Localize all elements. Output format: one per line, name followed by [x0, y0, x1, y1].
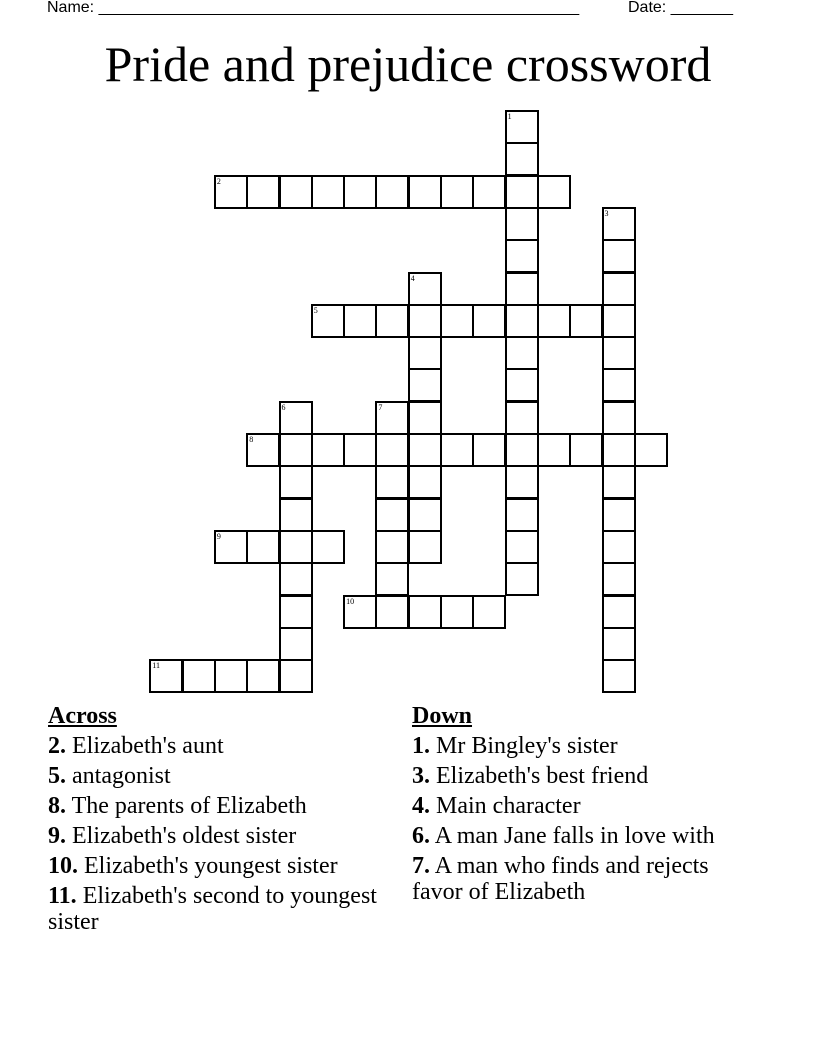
crossword-cell[interactable]	[246, 659, 280, 693]
clue-number: 4.	[412, 793, 430, 819]
crossword-cell[interactable]	[505, 272, 539, 306]
clue-text: Main character	[436, 793, 581, 819]
crossword-cell[interactable]	[343, 304, 377, 338]
crossword-cell[interactable]	[602, 207, 636, 241]
crossword-cell[interactable]	[311, 304, 345, 338]
crossword-cell[interactable]	[279, 401, 313, 435]
clue-number: 10.	[48, 853, 78, 879]
crossword-cell[interactable]	[375, 465, 409, 499]
crossword-cell[interactable]	[246, 433, 280, 467]
crossword-cell[interactable]	[634, 433, 668, 467]
crossword-cell[interactable]	[279, 627, 313, 661]
crossword-cell[interactable]	[505, 175, 539, 209]
clue-text: Mr Bingley's sister	[436, 733, 618, 759]
clue-number-label: 7	[378, 402, 383, 412]
clue-number-label: 10	[346, 596, 355, 606]
crossword-cell[interactable]	[472, 175, 506, 209]
clue-text: Elizabeth's best friend	[436, 763, 649, 789]
clue-text: Elizabeth's oldest sister	[72, 823, 297, 849]
date-line[interactable]: Date: _______	[628, 0, 733, 16]
crossword-cell[interactable]	[149, 659, 183, 693]
crossword-cell[interactable]	[408, 595, 442, 629]
clue-across-2	[48, 733, 393, 759]
crossword-cell[interactable]	[408, 530, 442, 564]
crossword-cell[interactable]	[279, 433, 313, 467]
crossword-cell[interactable]	[602, 498, 636, 532]
crossword-cell[interactable]	[279, 465, 313, 499]
crossword-cell[interactable]	[602, 530, 636, 564]
crossword-cell[interactable]	[440, 304, 474, 338]
crossword-cell[interactable]	[505, 530, 539, 564]
clue-text: A man who finds and rejects favor of Elizabeth	[412, 853, 709, 905]
crossword-cell[interactable]	[537, 433, 571, 467]
clue-number-label: 3	[604, 208, 609, 218]
crossword-cell[interactable]	[214, 175, 248, 209]
clue-number-label: 2	[216, 176, 221, 186]
crossword-cell[interactable]	[375, 530, 409, 564]
crossword-cell[interactable]	[343, 175, 377, 209]
clue-number: 1.	[412, 733, 430, 759]
crossword-cell[interactable]	[279, 595, 313, 629]
crossword-cell[interactable]	[375, 175, 409, 209]
crossword-cell[interactable]	[569, 304, 603, 338]
clue-down-7	[412, 853, 752, 905]
crossword-cell[interactable]	[569, 433, 603, 467]
crossword-cell[interactable]	[602, 659, 636, 693]
clue-text: The parents of Elizabeth	[71, 793, 307, 819]
crossword-cell[interactable]	[440, 175, 474, 209]
clue-number-label: 5	[313, 305, 318, 315]
crossword-cell[interactable]	[408, 336, 442, 370]
clue-number: 6.	[412, 823, 430, 849]
clue-text: Elizabeth's second to youngest sister	[48, 883, 377, 935]
crossword-cell[interactable]	[602, 595, 636, 629]
crossword-cell[interactable]	[602, 336, 636, 370]
clue-number-label: 1	[507, 112, 512, 121]
crossword-cell[interactable]	[375, 401, 409, 435]
crossword-cell[interactable]	[505, 142, 539, 176]
crossword-cell[interactable]	[505, 304, 539, 338]
clue-number: 5.	[48, 763, 66, 789]
crossword-cell[interactable]	[505, 239, 539, 273]
crossword-cell[interactable]	[440, 595, 474, 629]
crossword-cell[interactable]	[279, 498, 313, 532]
clue-across-8	[48, 793, 393, 819]
clue-across-9	[48, 823, 393, 849]
across-heading: Across	[48, 703, 117, 729]
clue-text: Elizabeth's youngest sister	[84, 853, 338, 879]
clue-number: 7.	[412, 853, 430, 879]
crossword-cell[interactable]	[505, 336, 539, 370]
crossword-cell[interactable]	[602, 272, 636, 306]
crossword-cell[interactable]	[505, 562, 539, 596]
page-title: Pride and prejudice crossword	[104, 36, 712, 92]
crossword-cell[interactable]	[537, 175, 571, 209]
crossword-cell[interactable]	[311, 175, 345, 209]
crossword-cell[interactable]	[408, 433, 442, 467]
clue-number: 2.	[48, 733, 66, 759]
clue-text: A man Jane falls in love with	[434, 823, 715, 849]
crossword-cell[interactable]	[182, 659, 216, 693]
crossword-cell[interactable]	[279, 659, 313, 693]
crossword-cell[interactable]	[375, 304, 409, 338]
crossword-cell[interactable]	[214, 530, 248, 564]
crossword-cell[interactable]	[408, 368, 442, 402]
crossword-cell[interactable]	[246, 530, 280, 564]
crossword-cell[interactable]	[602, 401, 636, 435]
clue-down-3	[412, 763, 752, 789]
clue-number-label: 9	[216, 531, 221, 541]
crossword-cell[interactable]	[408, 401, 442, 435]
clue-down-6	[412, 823, 752, 849]
crossword-cell[interactable]	[602, 465, 636, 499]
crossword-cell[interactable]	[505, 401, 539, 435]
clue-text: antagonist	[72, 763, 171, 789]
clue-number-label: 6	[281, 402, 286, 412]
clue-down-4	[412, 793, 752, 819]
crossword-cell[interactable]	[246, 175, 280, 209]
crossword-cell[interactable]	[311, 530, 345, 564]
crossword-cell[interactable]	[375, 498, 409, 532]
clue-text: Elizabeth's aunt	[72, 733, 224, 759]
crossword-cell[interactable]	[375, 562, 409, 596]
clue-across-5	[48, 763, 393, 789]
crossword-cell[interactable]	[472, 433, 506, 467]
crossword-cell[interactable]	[343, 433, 377, 467]
crossword-cell[interactable]	[602, 239, 636, 273]
crossword-cell[interactable]	[602, 627, 636, 661]
clue-number-label: 4	[410, 273, 415, 283]
crossword-cell[interactable]	[602, 368, 636, 402]
down-heading: Down	[412, 703, 473, 729]
crossword-cell[interactable]	[537, 304, 571, 338]
crossword-cell[interactable]	[375, 433, 409, 467]
crossword-cell[interactable]	[375, 595, 409, 629]
crossword-cell[interactable]	[214, 659, 248, 693]
crossword-cell[interactable]	[505, 368, 539, 402]
crossword-cell[interactable]	[408, 175, 442, 209]
clue-number-label: 8	[249, 435, 254, 444]
clue-number: 11.	[48, 883, 77, 909]
crossword-cell[interactable]	[505, 433, 539, 467]
crossword-cell[interactable]	[472, 595, 506, 629]
clue-number: 9.	[48, 823, 66, 849]
clue-number-label: 11	[152, 661, 160, 671]
crossword-cell[interactable]	[279, 175, 313, 209]
crossword-cell[interactable]	[505, 498, 539, 532]
crossword-cell[interactable]	[602, 562, 636, 596]
across-clues	[48, 703, 393, 939]
clue-down-1	[412, 733, 752, 759]
clue-across-10	[48, 853, 393, 879]
crossword-cell[interactable]	[602, 433, 636, 467]
crossword-cell[interactable]	[343, 595, 377, 629]
crossword-cell[interactable]	[311, 433, 345, 467]
clue-number: 8.	[48, 793, 66, 819]
crossword-cell[interactable]	[279, 562, 313, 596]
crossword-cell[interactable]	[440, 433, 474, 467]
crossword-cell[interactable]	[279, 530, 313, 564]
clue-number: 3.	[412, 763, 430, 789]
crossword-cell[interactable]	[505, 207, 539, 241]
clue-across-11	[48, 883, 393, 935]
crossword-cell[interactable]	[505, 110, 539, 144]
crossword-cell[interactable]	[472, 304, 506, 338]
crossword-cell[interactable]	[408, 465, 442, 499]
name-line[interactable]: Name: ______________________________________________________	[47, 0, 580, 16]
crossword-cell[interactable]	[505, 465, 539, 499]
crossword-cell[interactable]	[408, 304, 442, 338]
crossword-cell[interactable]	[408, 498, 442, 532]
crossword-cell[interactable]	[602, 304, 636, 338]
down-clues	[412, 703, 752, 909]
crossword-cell[interactable]	[408, 272, 442, 306]
